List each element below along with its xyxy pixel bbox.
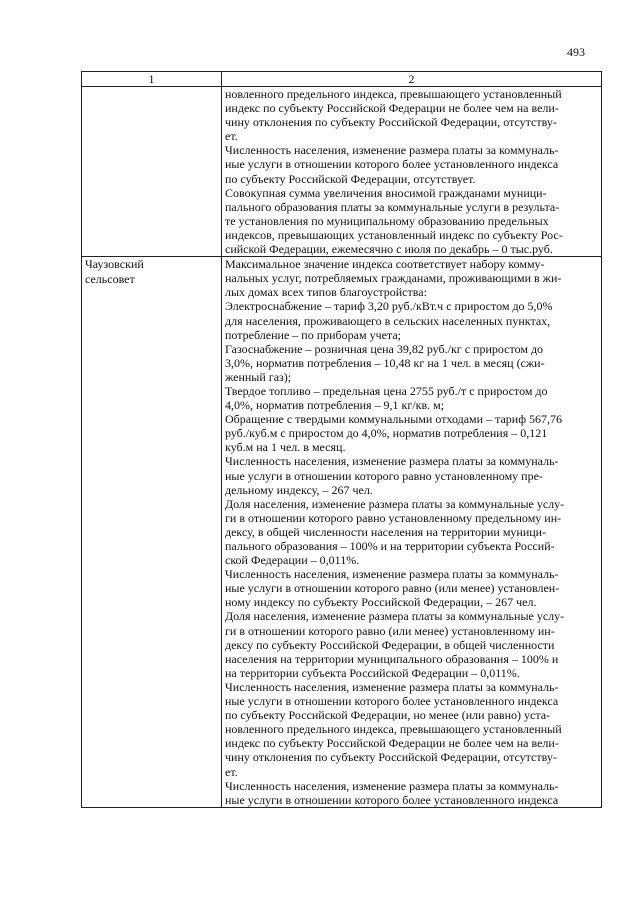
text-line: Обращение с твердыми коммунальными отходами – тариф 567,76 [225, 412, 562, 427]
table-body [82, 87, 602, 808]
text-line: дельному индексу, – 267 чел. [225, 482, 373, 497]
paragraph [225, 609, 598, 679]
text-line: ской Федерации – 0,011%. [225, 553, 360, 568]
text-line: ные услуги в отношении которого более установленного индекса [225, 792, 559, 807]
text-line: чину отклонения по субъекту Российской Федерации, отсутству- [225, 115, 557, 130]
text-line: новленного предельного индекса, превышающего установленный [225, 722, 562, 737]
paragraph [225, 342, 598, 384]
description-cell [222, 257, 602, 808]
text-line: индекс по субъекту Российской Федерации не более чем на вели- [225, 101, 559, 116]
text-line: Численность населения, изменение размера платы за коммуналь- [225, 454, 559, 469]
text-line: Электроснабжение – тариф 3,20 руб./кВт.ч с приростом до 5,0% [225, 299, 553, 314]
municipality-name-line: Чаузовский [85, 257, 144, 272]
column-header-1: 1 [82, 72, 222, 87]
text-line: нальных услуг, потребляемых гражданами, проживающими в жи- [225, 271, 562, 286]
text-line: ные услуги в отношении которого более установленного индекса [225, 694, 559, 709]
paragraph [225, 412, 598, 454]
text-line: Численность населения, изменение размера платы за коммуналь- [225, 679, 559, 694]
description-cell [222, 87, 602, 257]
paragraph [225, 680, 598, 779]
text-line: женный газ); [225, 369, 292, 384]
text-line: ные услуги в отношении которого более установленного индекса [225, 157, 559, 172]
paragraph [225, 497, 598, 567]
municipality-name-line: сельсовет [85, 271, 135, 286]
paragraph [225, 299, 598, 341]
text-line: Численность населения, изменение размера платы за коммуналь- [225, 567, 559, 582]
text-line: на территории субъекта Российской Федерации – 0,011%. [225, 665, 520, 680]
document-table [81, 71, 602, 808]
text-line: ги в отношении которого равно (или менее) установленному ин- [225, 623, 555, 638]
text-line: по субъекту Российской Федерации, но менее (или равно) уста- [225, 708, 551, 723]
text-line: Численность населения, изменение размера платы за коммуналь- [225, 143, 559, 158]
municipality-cell [82, 257, 222, 808]
text-line: новленного предельного индекса, превышающего установленный [225, 87, 562, 101]
text-line: 3,0%, норматив потребления – 10,48 кг на 1 чел. в месяц (сжи- [225, 355, 545, 370]
text-line: Твердое топливо – предельная цена 2755 руб./т с приростом до [225, 383, 548, 398]
text-line: лых домах всех типов благоустройства: [225, 285, 427, 300]
text-line: пального образования платы за коммунальные услуги в результа- [225, 199, 560, 214]
text-line: Максимальное значение индекса соответствует набору комму- [225, 257, 545, 272]
text-line: куб.м на 1 чел. в месяц. [225, 440, 346, 455]
text-line: те установления по муниципальному образованию предельных [225, 213, 549, 228]
text-line: пального образования – 100% и на территории субъекта Россий- [225, 539, 555, 553]
paragraph [225, 454, 598, 496]
text-line: индекс по субъекту Российской Федерации не более чем на вели- [225, 736, 559, 751]
text-line: Доля населения, изменение размера платы за коммунальные услу- [225, 496, 565, 511]
text-line: сийской Федерации, ежемесячно с июля по декабрь – 0 тыс.руб. [225, 242, 553, 257]
paragraph [225, 186, 598, 256]
text-line: дексу по субъекту Российской Федерации, в общей численности [225, 637, 555, 652]
text-line: Совокупная сумма увеличения вносимой гражданами муници- [225, 185, 547, 200]
municipality-cell [82, 87, 222, 257]
text-line: по субъекту Российской Федерации, отсутствует. [225, 171, 476, 186]
paragraph [225, 257, 598, 299]
paragraph [225, 567, 598, 609]
text-line: для населения, проживающего в сельских населенных пунктах, [225, 313, 551, 328]
table-row [82, 257, 602, 808]
text-line: ному индексу по субъекту Российской Федерации, – 267 чел. [225, 595, 537, 610]
text-line: потребление – по приборам учета; [225, 327, 401, 342]
text-line: ет. [225, 129, 238, 144]
text-line: населения на территории муниципального образования – 100% и [225, 651, 559, 666]
text-line: ет. [225, 764, 238, 779]
text-line: Доля населения, изменение размера платы за коммунальные услу- [225, 609, 565, 624]
paragraph [225, 384, 598, 412]
text-line: ные услуги в отношении которого равно (или менее) установлен- [225, 581, 560, 596]
text-line: ги в отношении которого равно установленному предельному ин- [225, 510, 562, 525]
text-line: дексу, в общей численности населения на территории муници- [225, 524, 547, 539]
text-line: чину отклонения по субъекту Российской Федерации, отсутству- [225, 750, 557, 765]
table-row [82, 87, 602, 257]
text-line: ные услуги в отношении которого равно установленному пре- [225, 468, 543, 483]
text-line: Газоснабжение – розничная цена 39,82 руб./кг с приростом до [225, 341, 544, 356]
page-number: 493 [567, 45, 585, 59]
text-line: руб./куб.м с приростом до 4,0%, норматив потребления – 0,121 [225, 426, 548, 441]
paragraph [225, 779, 598, 807]
column-header-2: 2 [222, 72, 602, 87]
text-line: индексов, превышающих установленный индекс по субъекту Рос- [225, 227, 563, 242]
paragraph [225, 143, 598, 185]
text-line: Численность населения, изменение размера платы за коммуналь- [225, 778, 559, 793]
paragraph [225, 87, 598, 143]
table-header-row [82, 72, 602, 87]
text-line: 4,0%, норматив потребления – 9,1 кг/кв. м; [225, 398, 445, 413]
